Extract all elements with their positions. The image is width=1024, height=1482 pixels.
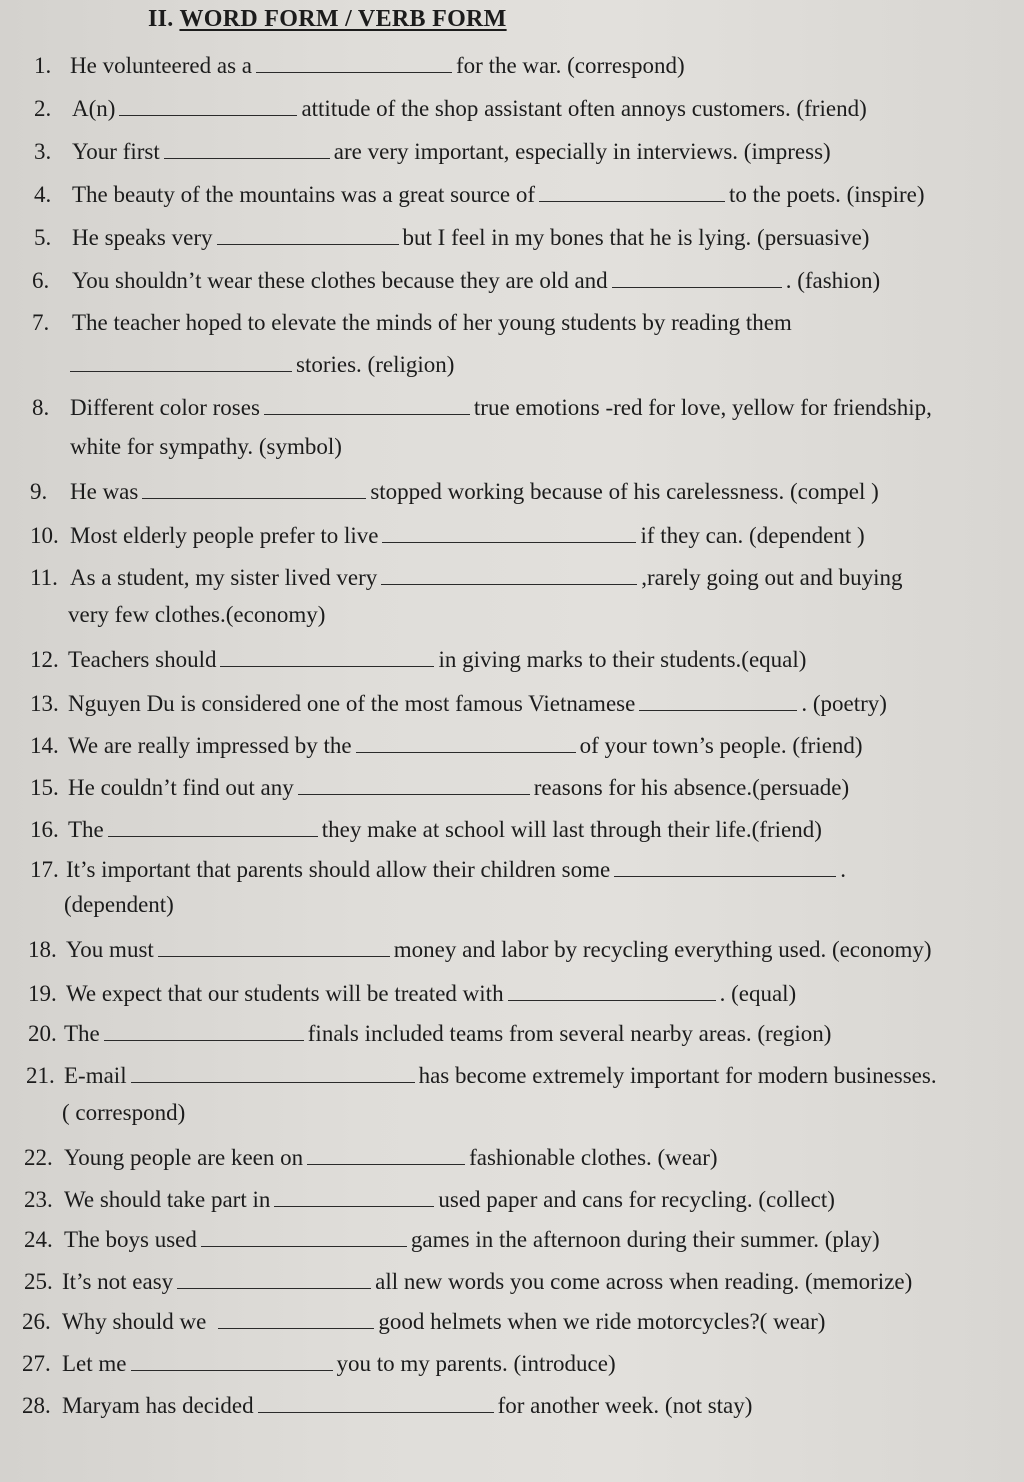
question-7-continued bbox=[0, 349, 1024, 380]
answer-blank[interactable] bbox=[119, 93, 297, 116]
question-24 bbox=[0, 1224, 1024, 1255]
question-number: 13. bbox=[30, 691, 59, 716]
question-number: 19. bbox=[28, 981, 57, 1006]
question-number: 11. bbox=[30, 565, 58, 590]
answer-blank[interactable] bbox=[201, 1224, 407, 1247]
question-text-after: . bbox=[840, 857, 846, 882]
question-number: 14. bbox=[30, 733, 59, 758]
question-1 bbox=[0, 50, 1024, 81]
question-text-before: Nguyen Du is considered one of the most famous Vietnamese bbox=[68, 691, 636, 716]
question-11-continued: very few clothes.(economy) bbox=[68, 602, 326, 627]
question-text-after: reasons for his absence.(persuade) bbox=[533, 775, 850, 800]
section-heading: WORD FORM / VERB FORM bbox=[179, 6, 507, 32]
question-text-before: Most elderly people prefer to live bbox=[70, 523, 379, 548]
question-number: 10. bbox=[30, 523, 59, 548]
question-number: 23. bbox=[24, 1187, 53, 1212]
question-number: 21. bbox=[26, 1063, 55, 1088]
question-19 bbox=[0, 978, 1024, 1009]
question-16 bbox=[0, 814, 1024, 845]
question-number: 5. bbox=[34, 225, 52, 250]
question-text-after: . (fashion) bbox=[785, 268, 881, 293]
question-number: 24. bbox=[24, 1227, 53, 1252]
question-6 bbox=[0, 265, 1024, 296]
question-number: 22. bbox=[24, 1145, 53, 1170]
question-text-before: Young people are keen on bbox=[64, 1145, 304, 1170]
question-number: 25. bbox=[24, 1269, 53, 1294]
question-text-before: E-mail bbox=[64, 1063, 127, 1088]
section-number: II. bbox=[148, 6, 180, 32]
question-text-after: if they can. (dependent ) bbox=[640, 523, 865, 548]
answer-blank[interactable] bbox=[356, 730, 576, 753]
question-4 bbox=[0, 179, 1024, 210]
question-number: 9. bbox=[30, 479, 48, 504]
question-2 bbox=[0, 93, 1024, 124]
answer-blank[interactable] bbox=[508, 978, 716, 1001]
question-text-after: attitude of the shop assistant often annoys customers. (friend) bbox=[301, 96, 867, 121]
answer-blank[interactable] bbox=[256, 50, 452, 73]
question-text-before: The bbox=[68, 817, 104, 842]
question-text-after: stopped working because of his carelessness. (compel ) bbox=[370, 479, 879, 504]
answer-blank[interactable] bbox=[142, 476, 366, 499]
question-20 bbox=[0, 1018, 1024, 1049]
question-text-after: has become extremely important for modern businesses. bbox=[418, 1063, 937, 1088]
answer-blank[interactable] bbox=[381, 562, 637, 585]
question-17 bbox=[0, 854, 1024, 885]
question-25 bbox=[0, 1266, 1024, 1297]
question-text-after: in giving marks to their students.(equal) bbox=[438, 647, 807, 672]
question-text-before: As a student, my sister lived very bbox=[70, 565, 378, 590]
question-text-after: good helmets when we ride motorcycles?( wear) bbox=[378, 1309, 826, 1334]
answer-blank[interactable] bbox=[217, 222, 399, 245]
question-17-continued: (dependent) bbox=[64, 892, 174, 917]
question-text-before: We should take part in bbox=[64, 1187, 271, 1212]
question-text-after: for the war. (correspond) bbox=[456, 53, 685, 78]
question-text-before: The bbox=[64, 1021, 100, 1046]
question-9 bbox=[0, 476, 1024, 507]
question-text-before: Teachers should bbox=[68, 647, 217, 672]
question-11 bbox=[0, 562, 1024, 593]
answer-blank[interactable] bbox=[164, 136, 330, 159]
question-18 bbox=[0, 934, 1024, 965]
answer-blank[interactable] bbox=[612, 265, 782, 288]
question-text-before: He couldn’t find out any bbox=[68, 775, 294, 800]
question-number: 2. bbox=[34, 96, 52, 121]
question-3 bbox=[0, 136, 1024, 167]
question-text-after: fashionable clothes. (wear) bbox=[469, 1145, 718, 1170]
question-number: 12. bbox=[30, 647, 59, 672]
question-number: 26. bbox=[22, 1309, 51, 1334]
question-14 bbox=[0, 730, 1024, 761]
question-text-before: A(n) bbox=[72, 96, 116, 121]
answer-blank[interactable] bbox=[614, 854, 836, 877]
question-number: 18. bbox=[28, 937, 57, 962]
question-text-after: they make at school will last through their life.(friend) bbox=[321, 817, 822, 842]
question-text-before: It’s not easy bbox=[62, 1269, 174, 1294]
question-text-before: He speaks very bbox=[72, 225, 213, 250]
question-text-after: all new words you come across when reading. (memorize) bbox=[375, 1269, 913, 1294]
answer-blank[interactable] bbox=[104, 1018, 304, 1041]
question-13 bbox=[0, 688, 1024, 719]
answer-blank[interactable] bbox=[158, 934, 390, 957]
question-8-continued: white for sympathy. (symbol) bbox=[70, 434, 342, 459]
question-15 bbox=[0, 772, 1024, 803]
question-text-after: you to my parents. (introduce) bbox=[336, 1351, 616, 1376]
answer-blank[interactable] bbox=[258, 1390, 494, 1413]
question-text-before: He volunteered as a bbox=[70, 53, 253, 78]
question-number: 28. bbox=[22, 1393, 51, 1418]
question-number: 16. bbox=[30, 817, 59, 842]
question-number: 20. bbox=[28, 1021, 57, 1046]
question-26 bbox=[0, 1306, 1024, 1337]
question-text-before: Different color roses bbox=[70, 395, 260, 420]
answer-blank[interactable] bbox=[177, 1266, 371, 1289]
question-text-after: are very important, especially in interviews. (impress) bbox=[333, 139, 831, 164]
answer-blank[interactable] bbox=[131, 1060, 415, 1083]
question-7 bbox=[0, 308, 1024, 338]
question-text-after: games in the afternoon during their summer. (play) bbox=[410, 1227, 880, 1252]
question-5 bbox=[0, 222, 1024, 253]
question-28 bbox=[0, 1390, 1024, 1421]
question-22 bbox=[0, 1142, 1024, 1173]
question-27 bbox=[0, 1348, 1024, 1379]
answer-blank[interactable] bbox=[307, 1142, 465, 1165]
question-23 bbox=[0, 1184, 1024, 1215]
question-10 bbox=[0, 520, 1024, 551]
answer-blank[interactable] bbox=[220, 644, 434, 667]
question-text-before: We expect that our students will be treated with bbox=[66, 981, 504, 1006]
question-text-after: of your town’s people. (friend) bbox=[579, 733, 863, 758]
question-text-after: . (poetry) bbox=[801, 691, 887, 716]
answer-blank[interactable] bbox=[70, 349, 292, 372]
question-text-before: Why should we bbox=[62, 1309, 207, 1334]
answer-blank[interactable] bbox=[274, 1184, 434, 1207]
question-text-after: stories. (religion) bbox=[296, 352, 455, 377]
answer-blank[interactable] bbox=[108, 814, 318, 837]
question-text-before: You shouldn’t wear these clothes because they are old and bbox=[72, 268, 608, 293]
question-text-before: It’s important that parents should allow their children some bbox=[66, 857, 611, 882]
question-text-after: ,rarely going out and buying bbox=[641, 565, 903, 590]
answer-blank[interactable] bbox=[639, 688, 797, 711]
question-text-before: The beauty of the mountains was a great source of bbox=[72, 182, 536, 207]
question-text-after: for another week. (not stay) bbox=[497, 1393, 753, 1418]
question-text-before: Let me bbox=[62, 1351, 127, 1376]
question-number: 8. bbox=[32, 395, 50, 420]
answer-blank[interactable] bbox=[218, 1306, 374, 1329]
question-number: 27. bbox=[22, 1351, 51, 1376]
question-text-before: You must bbox=[66, 937, 154, 962]
answer-blank[interactable] bbox=[264, 392, 470, 415]
question-text-before: Maryam has decided bbox=[62, 1393, 254, 1418]
question-8 bbox=[0, 392, 1024, 423]
question-21 bbox=[0, 1060, 1024, 1091]
answer-blank[interactable] bbox=[539, 179, 725, 202]
question-text-before: Your first bbox=[72, 139, 160, 164]
question-number: 17. bbox=[30, 857, 59, 882]
question-number: 6. bbox=[32, 268, 50, 293]
question-text-after: money and labor by recycling everything used. (economy) bbox=[393, 937, 932, 962]
question-number: 7. bbox=[32, 310, 50, 335]
question-text-after: finals included teams from several nearby areas. (region) bbox=[307, 1021, 832, 1046]
question-text-after: true emotions -red for love, yellow for friendship, bbox=[473, 395, 932, 420]
question-text-before: The teacher hoped to elevate the minds of her young students by reading them bbox=[72, 310, 792, 335]
answer-blank[interactable] bbox=[382, 520, 636, 543]
question-text-before: We are really impressed by the bbox=[68, 733, 352, 758]
question-text-before: The boys used bbox=[64, 1227, 197, 1252]
question-number: 1. bbox=[34, 53, 52, 78]
question-text-after: used paper and cans for recycling. (collect) bbox=[438, 1187, 835, 1212]
question-text-after: to the poets. (inspire) bbox=[729, 182, 925, 207]
question-number: 3. bbox=[34, 139, 52, 164]
question-text-after: . (equal) bbox=[719, 981, 797, 1006]
answer-blank[interactable] bbox=[131, 1348, 333, 1371]
question-number: 15. bbox=[30, 775, 59, 800]
question-text-after: but I feel in my bones that he is lying. (persuasive) bbox=[402, 225, 870, 250]
question-number: 4. bbox=[34, 182, 52, 207]
question-21-continued: ( correspond) bbox=[62, 1100, 186, 1125]
question-12 bbox=[0, 644, 1024, 675]
section-title bbox=[148, 6, 507, 33]
answer-blank[interactable] bbox=[298, 772, 530, 795]
question-text-before: He was bbox=[70, 479, 139, 504]
